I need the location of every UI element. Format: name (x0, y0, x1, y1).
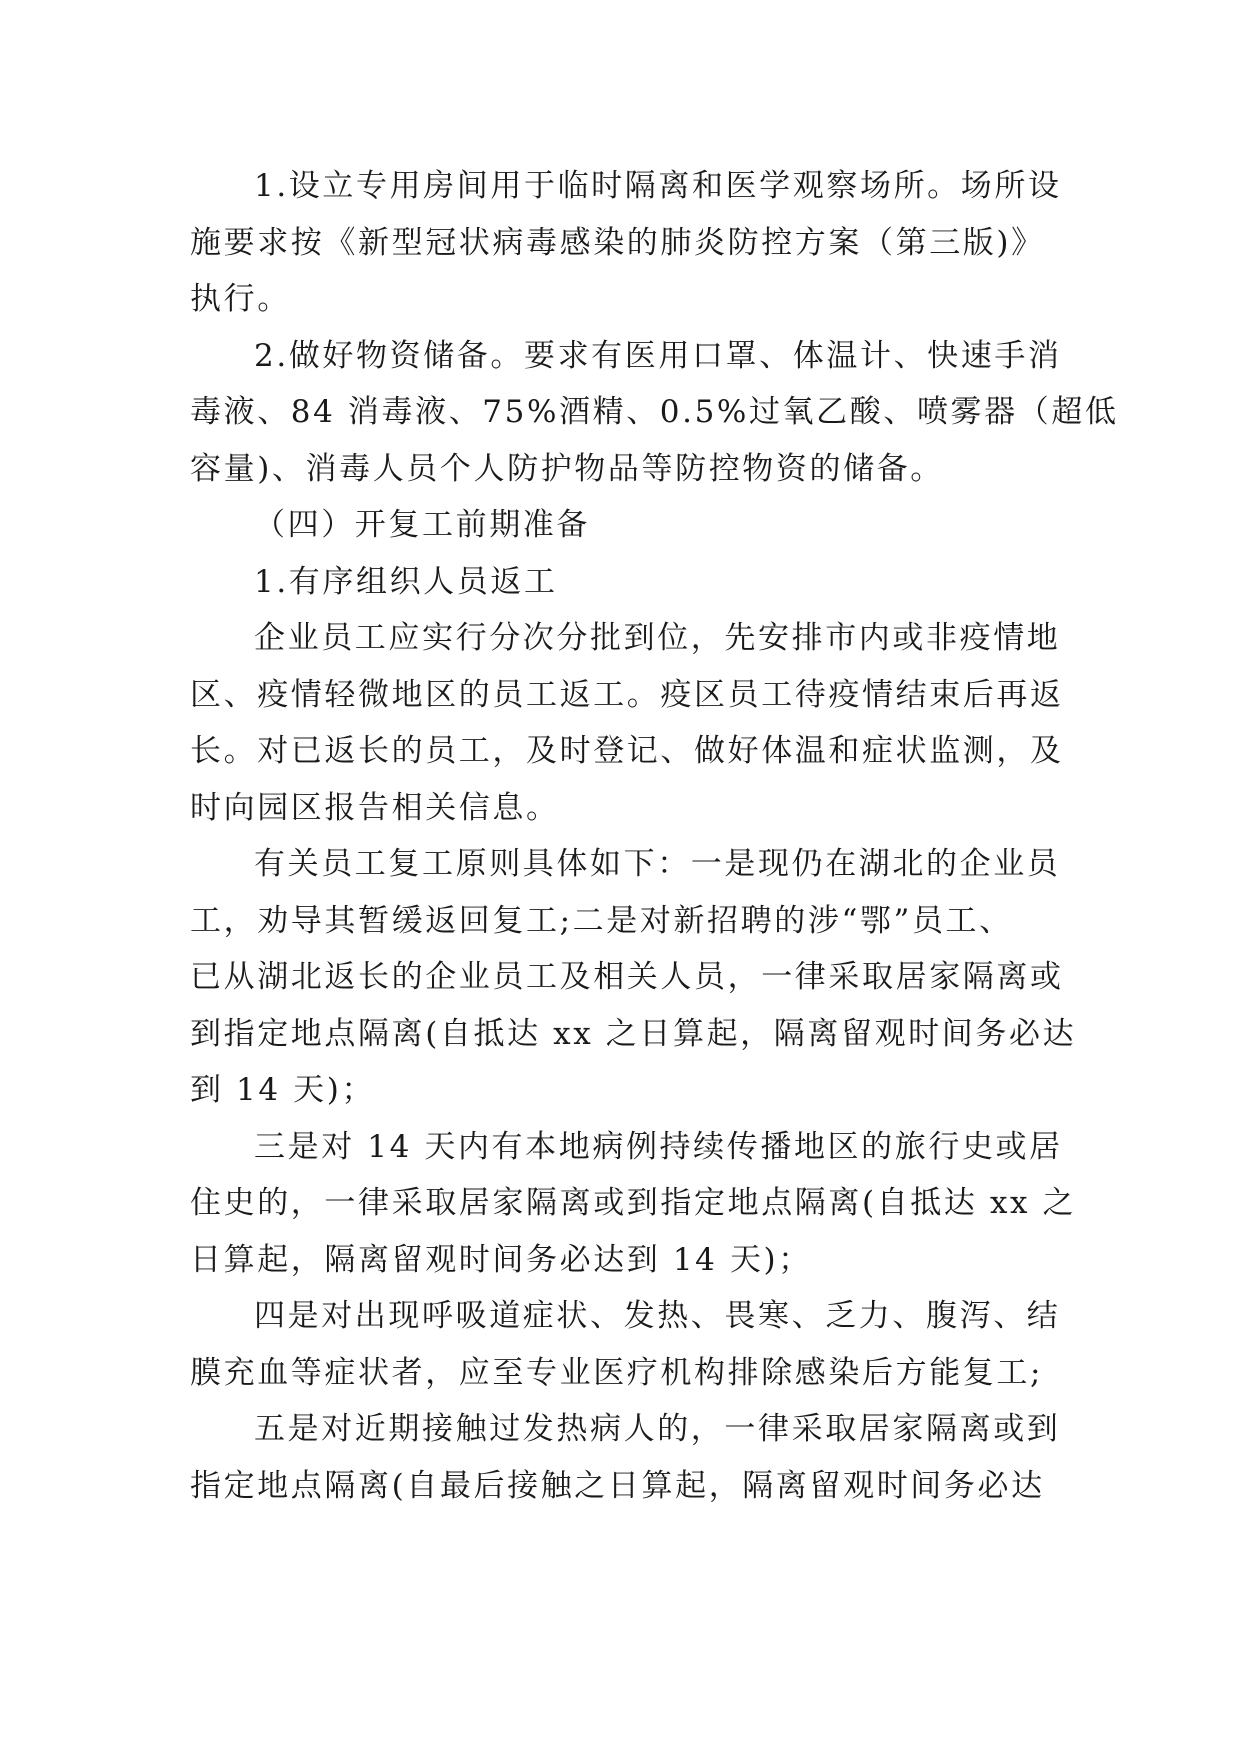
text-line: 有关员工复工原则具体如下：一是现仍在湖北的企业员 (254, 846, 1061, 882)
text-line: 四是对出现呼吸道症状、发热、畏寒、乏力、腹泻、结 (254, 1298, 1061, 1334)
text-line: 执行。 (190, 281, 291, 317)
text-line: 企业员工应实行分次分批到位，先安排市内或非疫情地 (254, 620, 1061, 656)
text-line: 到 14 天)； (190, 1072, 376, 1108)
text-line: 区、疫情轻微地区的员工返工。疫区员工待疫情结束后再返 (190, 676, 1064, 713)
text-line: 日算起，隔离留观时间务必达到 14 天)； (190, 1241, 812, 1278)
text-line: 住史的，一律采取居家隔离或到指定地点隔离(自抵达 xx 之 (190, 1185, 1077, 1221)
text-line: （四）开复工前期准备 (254, 507, 590, 543)
text-line: 五是对近期接触过发热病人的，一律采取居家隔离或到 (254, 1411, 1061, 1447)
text-line: 三是对 14 天内有本地病例持续传播地区的旅行史或居 (254, 1128, 1063, 1165)
text-line: 容量)、消毒人员个人防护物品等防控物资的储备。 (190, 450, 944, 487)
text-line: 1.有序组织人员返工 (254, 563, 558, 600)
text-line: 2.做好物资储备。要求有医用口罩、体温计、快速手消 (254, 337, 1062, 374)
text-line: 指定地点隔离(自最后接触之日算起，隔离留观时间务必达 (190, 1467, 1045, 1504)
text-line: 工，劝导其暂缓返回复工;二是对新招聘的涉“鄂”员工、 (190, 902, 1013, 939)
text-line: 毒液、84 消毒液、75%酒精、0.5%过氧乙酸、喷雾器（超低 (190, 394, 1119, 430)
text-line: 到指定地点隔离(自抵达 xx 之日算起，隔离留观时间务必达 (190, 1015, 1077, 1052)
text-line: 已从湖北返长的企业员工及相关人员，一律采取居家隔离或 (190, 959, 1064, 995)
text-line: 施要求按《新型冠状病毒感染的肺炎防控方案（第三版)》 (190, 224, 1045, 261)
text-line: 膜充血等症状者，应至专业医疗机构排除感染后方能复工; (190, 1354, 1044, 1391)
text-line: 长。对已返长的员工，及时登记、做好体温和症状监测，及 (190, 733, 1064, 769)
text-line: 时向园区报告相关信息。 (190, 789, 560, 826)
document-body (190, 158, 1119, 1514)
text-line: 1.设立专用房间用于临时隔离和医学观察场所。场所设 (254, 168, 1062, 204)
